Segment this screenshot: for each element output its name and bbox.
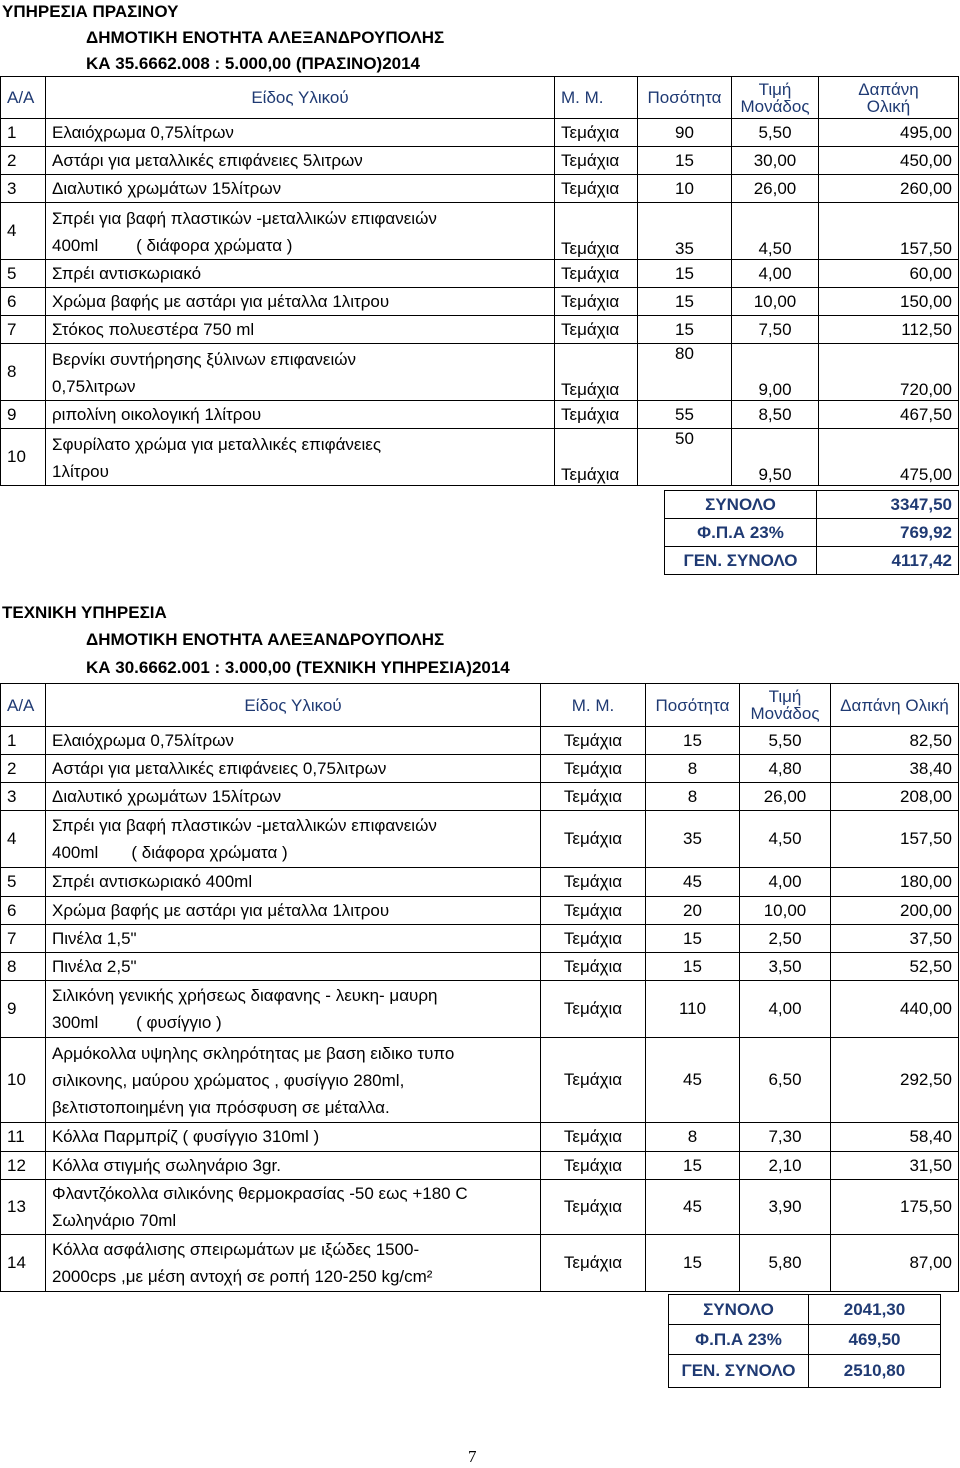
table-row (1, 175, 959, 203)
totals-label: Φ.Π.Α 23% (665, 519, 817, 547)
item-description (46, 175, 555, 203)
table-row (1, 755, 959, 783)
table-row (1, 727, 959, 755)
table-row (1, 811, 959, 868)
unit-price: 4,00 (740, 868, 831, 897)
description-line: Σιλικόνη γενικής χρήσεως διαφανης - λευκη- μαυρη (52, 986, 438, 1005)
line-total: 31,50 (831, 1152, 959, 1180)
col-price: Τιμή Μονάδος (740, 684, 831, 727)
unit-price: 7,30 (740, 1123, 831, 1152)
row-number: 7 (1, 925, 46, 953)
totals-label: Φ.Π.Α 23% (669, 1325, 809, 1355)
quantity: 45 (646, 1180, 740, 1235)
description-line: Διαλυτικό χρωμάτων 15λίτρων (52, 786, 282, 806)
line-total: 112,50 (819, 316, 959, 344)
quantity: 8 (646, 1123, 740, 1152)
unit-price: 10,00 (740, 897, 831, 925)
table-row (1, 344, 959, 401)
col-aa: Α/Α (1, 77, 46, 119)
item-description (46, 147, 555, 175)
unit-price: 5,50 (732, 119, 819, 147)
row-number: 12 (1, 1152, 46, 1180)
unit-price: 4,00 (732, 260, 819, 288)
item-description (46, 260, 555, 288)
section1-header-row (1, 77, 959, 119)
description-line: Πινέλα 2,5" (52, 956, 137, 976)
table-row (1, 953, 959, 981)
table-row (1, 119, 959, 147)
description-line: Χρώμα βαφής με αστάρι για μέταλλα 1λιτρου (52, 900, 390, 920)
description-line: Κόλλα στιγμής σωληνάριο 3gr. (52, 1155, 281, 1175)
line-total: 82,50 (831, 727, 959, 755)
table-row (1, 783, 959, 811)
unit-price: 3,90 (740, 1180, 831, 1235)
description-line: Σπρέι για βαφή πλαστικών -μεταλλικών επιφανειών (52, 209, 437, 228)
description-line: Αστάρι για μεταλλικές επιφάνειες 5λιτρων (52, 151, 363, 170)
line-total: 150,00 (819, 288, 959, 316)
col-aa: Α/Α (1, 684, 46, 727)
description-line: 2000cps ,με μέση αντοχή σε ροπή 120-250 kg/cm² (52, 1267, 433, 1286)
unit-of-measure: Τεμάχια (555, 260, 638, 288)
unit-of-measure: Τεμάχια (541, 755, 646, 783)
item-description (46, 429, 555, 486)
description-line: Φλαντζόκολλα σιλικόνης θερμοκρασίας -50 εως +180 C (52, 1184, 468, 1203)
quantity: 10 (638, 175, 732, 203)
unit-of-measure: Τεμάχια (541, 925, 646, 953)
table-row (1, 203, 959, 260)
line-total: 292,50 (831, 1038, 959, 1123)
line-total: 38,40 (831, 755, 959, 783)
unit-of-measure: Τεμάχια (555, 316, 638, 344)
col-desc: Είδος Υλικού (46, 77, 555, 119)
unit-price: 5,80 (740, 1235, 831, 1292)
description-line: Κόλλα Παρμπρίζ ( φυσίγγιο 310ml ) (52, 1127, 320, 1146)
table-row (1, 316, 959, 344)
item-description (46, 783, 541, 811)
unit-of-measure: Τεμάχια (541, 727, 646, 755)
unit-of-measure: Τεμάχια (541, 1180, 646, 1235)
row-number: 11 (1, 1123, 46, 1152)
item-description (46, 316, 555, 344)
item-description (46, 119, 555, 147)
unit-price: 30,00 (732, 147, 819, 175)
table-row (1, 868, 959, 897)
row-number: 4 (1, 203, 46, 260)
description-line: Σπρέι για βαφή πλαστικών -μεταλλικών επιφανειών (52, 816, 437, 835)
description-line: 1λίτρου (52, 462, 109, 481)
description-line: Αστάρι για μεταλλικές επιφάνειες 0,75λιτρων (52, 758, 387, 778)
description-line: Πινέλα 1,5" (52, 928, 137, 948)
unit-of-measure: Τεμάχια (541, 1038, 646, 1123)
row-number: 7 (1, 316, 46, 344)
row-number: 3 (1, 783, 46, 811)
line-total: 200,00 (831, 897, 959, 925)
row-number: 5 (1, 868, 46, 897)
quantity: 15 (646, 727, 740, 755)
table-row (1, 1123, 959, 1152)
quantity: 8 (646, 783, 740, 811)
unit-of-measure: Τεμάχια (541, 1235, 646, 1292)
table-row (1, 1152, 959, 1180)
item-description (46, 1235, 541, 1292)
description-line: Ελαιόχρωμα 0,75λίτρων (52, 730, 234, 750)
line-total: 440,00 (831, 981, 959, 1038)
line-total: 180,00 (831, 868, 959, 897)
unit-of-measure: Τεμάχια (555, 429, 638, 486)
quantity: 15 (646, 925, 740, 953)
col-total: Δαπάνη Ολική (819, 77, 959, 119)
item-description (46, 344, 555, 401)
unit-price: 4,50 (732, 203, 819, 260)
table-row (1, 897, 959, 925)
quantity: 15 (638, 288, 732, 316)
totals-label: ΣΥΝΟΛΟ (669, 1295, 809, 1325)
description-line: Βερνίκι συντήρησης ξύλινων επιφανειών (52, 350, 357, 369)
item-description (46, 203, 555, 260)
totals-row (665, 519, 959, 547)
totals-value: 469,50 (809, 1325, 941, 1355)
item-description (46, 1123, 541, 1152)
totals-label: ΓΕΝ. ΣΥΝΟΛΟ (669, 1355, 809, 1388)
unit-price: 9,50 (732, 429, 819, 486)
unit-of-measure: Τεμάχια (541, 868, 646, 897)
table-row (1, 925, 959, 953)
description-line: Στόκος πολυεστέρα 750 ml (52, 320, 255, 339)
row-number: 8 (1, 953, 46, 981)
description-line: σιλικονης, μαύρου χρώματος , φυσίγγιο 280ml, (52, 1070, 405, 1090)
totals-row (669, 1355, 941, 1388)
unit-of-measure: Τεμάχια (541, 1152, 646, 1180)
section1-totals (664, 490, 959, 575)
quantity: 55 (638, 401, 732, 429)
description-line: Ελαιόχρωμα 0,75λίτρων (52, 123, 234, 142)
section2-table (0, 683, 959, 1292)
description-line: Σπρέι αντισκωριακό (52, 264, 202, 283)
section2-budget: ΚΑ 30.6662.001 : 3.000,00 (ΤΕΧΝΙΚΗ ΥΠΗΡΕΣΙΑ)2014 (86, 658, 510, 677)
table-row (1, 401, 959, 429)
line-total: 157,50 (831, 811, 959, 868)
table-row (1, 1038, 959, 1123)
unit-of-measure: Τεμάχια (555, 344, 638, 401)
row-number: 4 (1, 811, 46, 868)
unit-price: 10,00 (732, 288, 819, 316)
row-number: 1 (1, 119, 46, 147)
quantity: 35 (638, 203, 732, 260)
quantity: 15 (638, 260, 732, 288)
description-line: Αρμόκολλα υψηλης σκληρότητας με βαση ειδικο τυπο (52, 1043, 455, 1063)
table-row (1, 1235, 959, 1292)
line-total: 87,00 (831, 1235, 959, 1292)
quantity: 80 (638, 344, 732, 401)
row-number: 6 (1, 897, 46, 925)
quantity: 15 (646, 1152, 740, 1180)
unit-price: 9,00 (732, 344, 819, 401)
unit-of-measure: Τεμάχια (541, 981, 646, 1038)
totals-value: 769,92 (817, 519, 959, 547)
totals-value: 3347,50 (817, 491, 959, 519)
description-line: 0,75λιτρων (52, 377, 136, 396)
quantity: 45 (646, 1038, 740, 1123)
unit-price: 2,50 (740, 925, 831, 953)
unit-price: 26,00 (740, 783, 831, 811)
item-description (46, 897, 541, 925)
line-total: 52,50 (831, 953, 959, 981)
table-row (1, 147, 959, 175)
line-total: 208,00 (831, 783, 959, 811)
line-total: 175,50 (831, 1180, 959, 1235)
table-row (1, 981, 959, 1038)
item-description (46, 811, 541, 868)
unit-price: 8,50 (732, 401, 819, 429)
item-description (46, 288, 555, 316)
description-line: 400ml ( διάφορα χρώματα ) (52, 236, 293, 255)
item-description (46, 755, 541, 783)
quantity: 15 (638, 147, 732, 175)
col-mm: Μ. Μ. (541, 684, 646, 727)
description-line: Σωληνάριο 70ml (52, 1211, 177, 1230)
quantity: 110 (646, 981, 740, 1038)
row-number: 13 (1, 1180, 46, 1235)
unit-of-measure: Τεμάχια (541, 1123, 646, 1152)
line-total: 495,00 (819, 119, 959, 147)
totals-row (665, 491, 959, 519)
line-total: 450,00 (819, 147, 959, 175)
totals-row (665, 547, 959, 575)
row-number: 8 (1, 344, 46, 401)
unit-of-measure: Τεμάχια (555, 119, 638, 147)
unit-price: 26,00 (732, 175, 819, 203)
quantity: 15 (638, 316, 732, 344)
line-total: 58,40 (831, 1123, 959, 1152)
col-price: Τιμή Μονάδος (732, 77, 819, 119)
quantity: 20 (646, 897, 740, 925)
line-total: 720,00 (819, 344, 959, 401)
quantity: 8 (646, 755, 740, 783)
row-number: 10 (1, 1038, 46, 1123)
unit-of-measure: Τεμάχια (555, 401, 638, 429)
unit-price: 6,50 (740, 1038, 831, 1123)
unit-of-measure: Τεμάχια (541, 897, 646, 925)
item-description (46, 868, 541, 897)
quantity: 50 (638, 429, 732, 486)
quantity: 45 (646, 868, 740, 897)
item-description (46, 1038, 541, 1123)
row-number: 9 (1, 401, 46, 429)
item-description (46, 1180, 541, 1235)
quantity: 15 (646, 1235, 740, 1292)
item-description (46, 727, 541, 755)
description-line: Διαλυτικό χρωμάτων 15λίτρων (52, 179, 282, 198)
row-number: 6 (1, 288, 46, 316)
unit-price: 7,50 (732, 316, 819, 344)
unit-of-measure: Τεμάχια (541, 811, 646, 868)
row-number: 9 (1, 981, 46, 1038)
unit-price: 4,00 (740, 981, 831, 1038)
col-desc: Είδος Υλικού (46, 684, 541, 727)
unit-of-measure: Τεμάχια (541, 953, 646, 981)
table-row (1, 288, 959, 316)
col-qty: Ποσότητα (638, 77, 732, 119)
unit-price: 4,80 (740, 755, 831, 783)
section1-heading: ΥΠΗΡΕΣΙΑ ΠΡΑΣΙΝΟΥ (2, 2, 179, 21)
description-line: Σφυρίλατο χρώμα για μεταλλικές επιφάνειες (52, 435, 382, 454)
line-total: 475,00 (819, 429, 959, 486)
quantity: 15 (646, 953, 740, 981)
totals-value: 2510,80 (809, 1355, 941, 1388)
section2-totals (668, 1294, 941, 1388)
section2-heading: ΤΕΧΝΙΚΗ ΥΠΗΡΕΣΙΑ (2, 603, 167, 622)
unit-price: 2,10 (740, 1152, 831, 1180)
item-description (46, 981, 541, 1038)
section1-budget: ΚΑ 35.6662.008 : 5.000,00 (ΠΡΑΣΙΝΟ)2014 (86, 54, 421, 73)
description-line: Χρώμα βαφής με αστάρι για μέταλλα 1λιτρου (52, 292, 390, 311)
col-mm: Μ. Μ. (555, 77, 638, 119)
totals-row (669, 1325, 941, 1355)
description-line: 400ml ( διάφορα χρώματα ) (52, 843, 288, 862)
section2-header-row (1, 684, 959, 727)
line-total: 60,00 (819, 260, 959, 288)
unit-price: 4,50 (740, 811, 831, 868)
section1-table (0, 76, 959, 486)
totals-value: 4117,42 (817, 547, 959, 575)
line-total: 260,00 (819, 175, 959, 203)
item-description (46, 925, 541, 953)
section1-unit: ΔΗΜΟΤΙΚΗ ΕΝΟΤΗΤΑ ΑΛΕΞΑΝΔΡΟΥΠΟΛΗΣ (86, 28, 445, 47)
row-number: 14 (1, 1235, 46, 1292)
description-line: Σπρέι αντισκωριακό 400ml (52, 872, 253, 891)
item-description (46, 953, 541, 981)
unit-price: 3,50 (740, 953, 831, 981)
row-number: 5 (1, 260, 46, 288)
quantity: 90 (638, 119, 732, 147)
description-line: Κόλλα ασφάλισης σπειρωμάτων με ιξώδες 1500- (52, 1240, 420, 1259)
col-qty: Ποσότητα (646, 684, 740, 727)
page-number: 7 (468, 1447, 477, 1466)
row-number: 3 (1, 175, 46, 203)
unit-of-measure: Τεμάχια (541, 783, 646, 811)
line-total: 467,50 (819, 401, 959, 429)
item-description (46, 401, 555, 429)
table-row (1, 260, 959, 288)
row-number: 2 (1, 147, 46, 175)
row-number: 10 (1, 429, 46, 486)
unit-of-measure: Τεμάχια (555, 288, 638, 316)
line-total: 37,50 (831, 925, 959, 953)
unit-of-measure: Τεμάχια (555, 147, 638, 175)
totals-row (669, 1295, 941, 1325)
table-row (1, 429, 959, 486)
description-line: ριπολίνη οικολογική 1λίτρου (52, 405, 262, 424)
description-line: 300ml ( φυσίγγιο ) (52, 1013, 222, 1032)
row-number: 2 (1, 755, 46, 783)
section2-unit: ΔΗΜΟΤΙΚΗ ΕΝΟΤΗΤΑ ΑΛΕΞΑΝΔΡΟΥΠΟΛΗΣ (86, 630, 445, 649)
item-description (46, 1152, 541, 1180)
description-line: βελτιστοποιημένη για πρόσφυση σε μέταλλα. (52, 1097, 390, 1117)
totals-value: 2041,30 (809, 1295, 941, 1325)
totals-label: ΣΥΝΟΛΟ (665, 491, 817, 519)
unit-of-measure: Τεμάχια (555, 175, 638, 203)
totals-label: ΓΕΝ. ΣΥΝΟΛΟ (665, 547, 817, 575)
unit-price: 5,50 (740, 727, 831, 755)
table-row (1, 1180, 959, 1235)
unit-of-measure: Τεμάχια (555, 203, 638, 260)
line-total: 157,50 (819, 203, 959, 260)
quantity: 35 (646, 811, 740, 868)
col-total: Δαπάνη Ολική (831, 684, 959, 727)
row-number: 1 (1, 727, 46, 755)
